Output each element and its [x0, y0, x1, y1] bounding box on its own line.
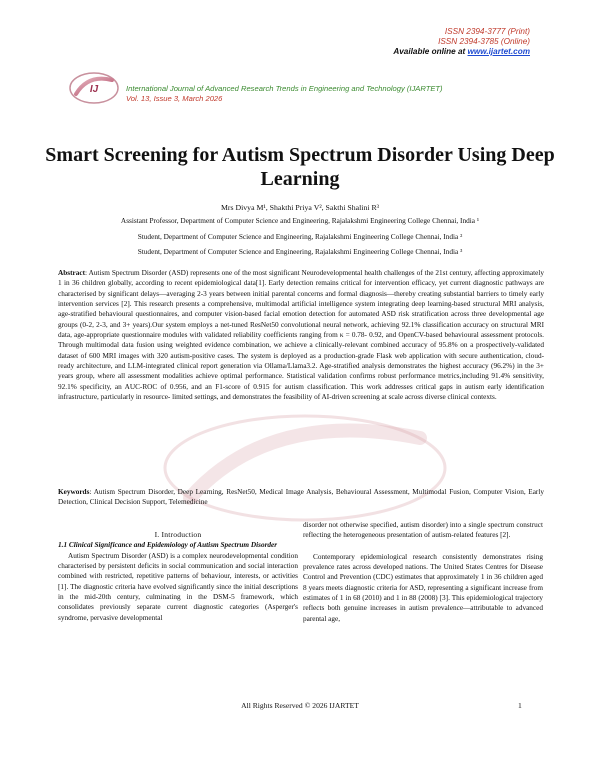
journal-link[interactable]: www.ijartet.com [467, 47, 530, 56]
journal-header [126, 84, 506, 103]
abstract [58, 268, 544, 402]
affiliation-3: Student, Department of Computer Science and Engineering, Rajalakshmi Engineering College Chennai, India ³ [137, 247, 463, 256]
issn-online: ISSN 2394-3785 (Online) [438, 37, 530, 46]
keywords [58, 487, 544, 508]
intro-paragraph-2: Contemporary epidemiological research consistently demonstrates rising prevalence rates across developed nations. The United States Centres for Disease Control and Prevention (CDC) estimates that approximately 1 in 36 children aged 8 years meets diagnostic criteria for ASD, representing a significant increase from estimates of 1 in 68 (2010) and 1 in 88 (2008) [3]. This epidemiological trajectory reflects both genuine increases in autism prevalence—attributable to advanced parental age, [303, 552, 543, 623]
issn-block [393, 27, 530, 57]
footer-rights: All Rights Reserved © 2026 IJARTET [241, 701, 359, 710]
journal-name: International Journal of Advanced Research Trends in Engineering and Technology (IJARTET) [126, 84, 443, 93]
left-column [58, 530, 298, 623]
available-online [393, 47, 530, 57]
subsection-heading: 1.1 Clinical Significance and Epidemiology of Autism Spectrum Disorder [58, 541, 278, 550]
page-number: 1 [518, 701, 522, 710]
section-heading: I. Introduction [154, 530, 202, 539]
intro-paragraph-1: Autism Spectrum Disorder (ASD) is a complex neurodevelopmental condition characterised by persistent deficits in social communication and social interaction combined with restricted, repetitive patterns of behaviour, interests, or activities [1]. The diagnostic criteria have evolved significantly since the initial descriptions in the mid-20th century, culminating in the DSM-5 framework, which consolidates previously separate current diagnostic categories (Asperger's syndrome, pervasive developmental [58, 551, 298, 622]
ijartet-watermark [150, 398, 460, 528]
journal-volume: Vol. 13, Issue 3, March 2026 [126, 93, 223, 103]
keywords-label: Keywords [58, 488, 90, 496]
intro-paragraph-continued: disorder not otherwise specified, autism disorder) into a single spectrum construct reflecting the heterogeneous presentation of autism-related features [2]. [303, 521, 543, 540]
issn-print: ISSN 2394-3777 (Print) [444, 27, 530, 36]
paper-authors: Mrs Divya M¹, Shakthi Priya V², Sakthi Shalini R³ [220, 203, 380, 212]
paper-title: Smart Screening for Autism Spectrum Disorder Using Deep Learning [45, 144, 555, 190]
affiliation-2: Student, Department of Computer Science and Engineering, Rajalakshmi Engineering College Chennai, India ² [137, 232, 463, 241]
ijartet-logo [68, 70, 120, 106]
right-column [303, 520, 543, 624]
svg-text:IJ: IJ [89, 84, 99, 95]
abstract-label: Abstract [58, 269, 85, 277]
keywords-text: : Autism Spectrum Disorder, Deep Learning, ResNet50, Medical Image Analysis, Behavioural Assessment, Multimodal Fusion, Computer Vision, Early Detection, Clinical Decision Support, Telemedicine [58, 488, 544, 507]
abstract-text: : Autism Spectrum Disorder (ASD) represents one of the most significant Neurodevelopmental health challenges of the 21st century, affecting approximately 1 in 36 children globally, according to recent epidemiological data[1]. Early detection remains critical for intervention efficacy, yet current diagnostic pathways are characterised by significant delays—averaging 2-3 years between initial parental concerns and formal diagnosis—thereby creating substantial barriers to timely early intervention services [2]. This research presents a comprehensive, multimodal artificial intelligence system integrating deep learning-based structural MRI analysis, age-stratified behavioural questionnaires, and computer vision-based facial emotion detection for automated ASD risk stratification across three developmental age groups (0-2, 2-3, and 3+ years).Our system employs a net-tuned ResNet50 convolutional neural network, achieving 92.1% classification accuracy on structural MRI data, age-appropriate questionnaire modules with validated reliability coefficients ranging from κ = 0.78- 0.92, and OpenCV-based behavioural assessment protocols. Through multimodal data fusion using weighted evidence combination, we achieve a clinically-relevant combined accuracy of 95.8% on a prospectively-validated dataset of 600 MRI images with 320 autism-positive cases. The system is deployed as a production-grade Flask web application with secure authentication, cloud-ready architecture, and LLM-integrated clinical report generation via Ollama/Llama3.2. Age-stratified analysis demonstrates the highest accuracy (96.2%) in the 3+ years group, where all assessment modalities achieve optimal performance. Statistical validation confirms robust performance metrics,including 91.4% sensitivity, 92.1% specificity, an AUC-ROC of 0.956, and an F1-score of 0.915 for autism classification. This work addresses critical gaps in autism early identification infrastructure, particularly in resource- limited settings, and demonstrates the feasibility of AI-driven screening at scale across diverse clinical contexts. [58, 269, 544, 402]
available-prefix: Available online at [393, 47, 468, 56]
affiliation-1: Assistant Professor, Department of Computer Science and Engineering, Rajalakshmi Engineering College Chennai, India ¹ [120, 216, 480, 225]
